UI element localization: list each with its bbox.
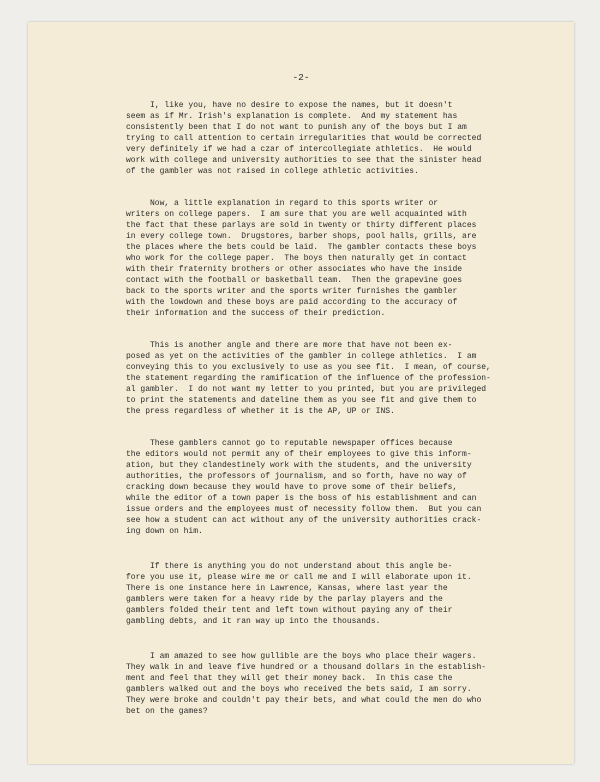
paragraph-5 [126,561,552,627]
text-line: consistently been that I do not want to punish any of the boys but I am [126,123,467,132]
text-line: Now, a little explanation in regard to this sports writer or [126,199,439,208]
text-line: the fact that these parlays are sold in twenty or thirty different places [126,221,477,230]
text-line: issue orders and the employees must of necessity follow them. But you can [126,505,482,514]
text-line: the places where the bets could be laid. The gambler contacts these boys [126,243,477,252]
text-line: seem as if Mr. Irish's explanation is complete. And my statement has [126,112,458,121]
text-line: posed as yet on the activities of the gambler in college athletics. I am [126,352,477,361]
text-line: contact with the football or basketball team. Then the grapevine goes [126,276,463,285]
text-line: al gambler. I do not want my letter to you printed, but you are privileged [126,385,487,394]
text-line: cracking down because they would have to prove some of their beliefs, [126,483,458,492]
text-line: fore you use it, please wire me or call me and I will elaborate upon it. [126,573,472,582]
text-line: ation, but they clandestinely work with the students, and the university [126,461,472,470]
text-line: the press regardless of whether it is the AP, UP or INS. [126,407,395,416]
paragraph-2 [126,198,552,319]
paragraph-4 [126,438,552,537]
text-line: gambling debts, and it ran way up into the thousands. [126,617,381,626]
text-line: work with college and university authorities to see that the sinister head [126,156,482,165]
text-line: while the editor of a town paper is the boss of his establishment and can [126,494,477,503]
text-line: of the gambler was not raised in college athletic activities. [126,167,419,176]
text-line: who work for the college paper. The boys then naturally get in contact [126,254,467,263]
text-line: conveying this to you exclusively to use as you see fit. I mean, of course, [126,363,491,372]
text-line: This is another angle and there are more that have not been ex- [126,341,453,350]
page-number: -2- [292,72,310,83]
text-line: bet on the games? [126,707,208,716]
text-line: They walk in and leave five hundred or a thousand dollars in the establish- [126,663,487,672]
text-line: very definitely if we had a czar of intercollegiate athletics. He would [126,145,472,154]
text-line: with the lowdown and these boys are paid according to the accuracy of [126,298,458,307]
text-line: gamblers were taken for a heavy ride by the parlay players and the [126,595,443,604]
text-line: If there is anything you do not understand about this angle be- [126,562,453,571]
text-line: authorities, the professors of journalism, and so forth, have no way of [126,472,467,481]
text-line: their information and the success of their prediction. [126,309,386,318]
text-line: the statement regarding the ramification of the influence of the profession- [126,374,491,383]
text-line: gamblers walked out and the boys who received the bets said, I am sorry. [126,685,472,694]
letter-page [28,22,574,764]
text-line: writers on college papers. I am sure that you are well acquainted with [126,210,467,219]
text-line: see how a student can act without any of the university authorities crack- [126,516,482,525]
text-line: I am amazed to see how gullible are the boys who place their wagers. [126,652,477,661]
letter-body [126,100,552,717]
text-line: I, like you, have no desire to expose the names, but it doesn't [126,101,453,110]
text-line: There is one instance here in Lawrence, Kansas, where last year the [126,584,448,593]
text-line: gamblers folded their tent and left town without paying any of their [126,606,453,615]
text-line: back to the sports writer and the sports writer furnishes the gambler [126,287,458,296]
text-line: They were broke and couldn't pay their bets, and what could the men do who [126,696,482,705]
text-line: trying to call attention to certain irregularities that would be corrected [126,134,482,143]
text-line: ment and feel that they will get their money back. In this case the [126,674,453,683]
text-line: to print the statements and dateline them as you see fit and give them to [126,396,477,405]
text-line: ing down on him. [126,527,203,536]
paragraph-6 [126,651,552,717]
text-line: with their fraternity brothers or other associates who have the inside [126,265,463,274]
text-line: in every college town. Drugstores, barber shops, pool halls, grills, are [126,232,477,241]
paragraph-1 [126,100,552,177]
text-line: These gamblers cannot go to reputable newspaper offices because [126,439,453,448]
paragraph-3 [126,340,552,417]
text-line: the editors would not permit any of their employees to give this inform- [126,450,472,459]
